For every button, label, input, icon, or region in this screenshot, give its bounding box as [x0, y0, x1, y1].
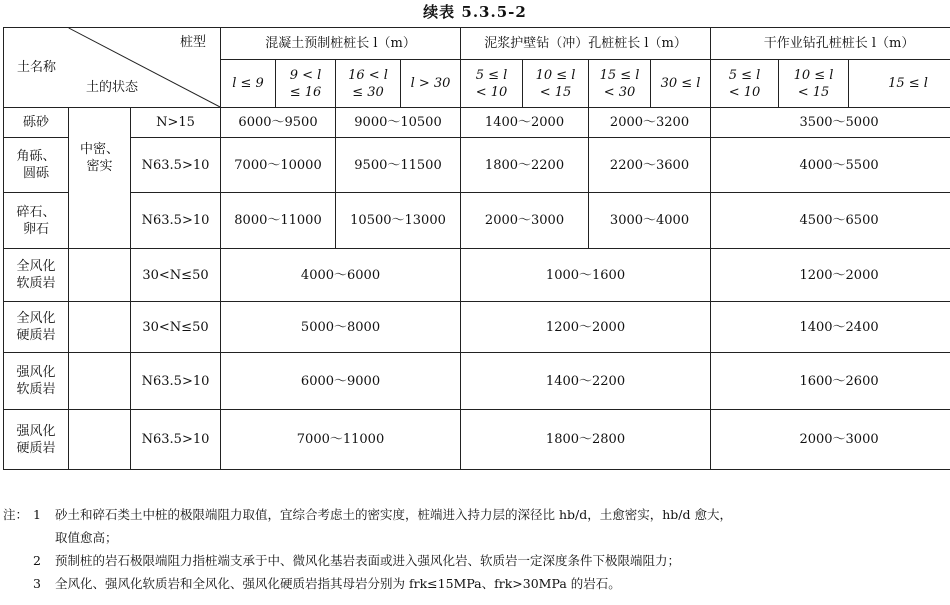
- mud-value: 3000～4000: [589, 193, 711, 249]
- soil-name: 全风化 硬质岩: [4, 302, 69, 353]
- note-label: [3, 549, 33, 572]
- table-row: [4, 410, 950, 470]
- note-text: 全风化、强风化软质岩和全风化、强风化硬质岩指其母岩分别为 frk≤15MPa、frk>30MPa 的岩石。: [55, 576, 621, 591]
- length-range-header-precast: 16 < l ≤ 30: [336, 60, 401, 108]
- density-cell-empty: [69, 249, 131, 302]
- notes: [3, 503, 947, 595]
- note-line: [3, 572, 947, 595]
- note-text: 取值愈高；: [55, 530, 118, 545]
- soil-name: 角砾、 圆砾: [4, 138, 69, 193]
- length-range-header-precast: l ≤ 9: [221, 60, 276, 108]
- group-header-precast: 混凝土预制桩桩长 l（m）: [221, 28, 461, 60]
- soil-state: N63.5>10: [131, 410, 221, 470]
- group-header-mud: 泥浆护壁钻（冲）孔桩桩长 l（m）: [461, 28, 711, 60]
- note-label: 注：: [3, 507, 29, 522]
- table-caption: 续表 5.3.5-2: [423, 3, 527, 21]
- precast-value: 7000～10000: [221, 138, 336, 193]
- dry-value: 1400～2400: [711, 302, 950, 353]
- precast-value: 8000～11000: [221, 193, 336, 249]
- density-cell: 中密、 密实: [69, 108, 131, 249]
- pile-type-header: 桩型: [180, 35, 207, 50]
- soil-state: N63.5>10: [131, 193, 221, 249]
- soil-state: N63.5>10: [131, 138, 221, 193]
- table-row: [4, 138, 950, 193]
- soil-state: N>15: [131, 108, 221, 138]
- diagonal-header-cell: [4, 28, 221, 108]
- mud-value: 1800～2800: [461, 410, 711, 470]
- header-row-1: [4, 28, 950, 60]
- length-range-header-precast: 9 < l ≤ 16: [276, 60, 336, 108]
- note-label: [3, 526, 33, 549]
- precast-value: 9000～10500: [336, 108, 461, 138]
- note-line: [3, 503, 947, 526]
- length-range-header-precast: l > 30: [401, 60, 461, 108]
- precast-value: 4000～6000: [221, 249, 461, 302]
- density-cell-empty: [69, 410, 131, 470]
- note-number: 2: [33, 553, 41, 568]
- precast-value: 6000～9500: [221, 108, 336, 138]
- note-text: 砂土和碎石类土中桩的极限端阻力取值，宜综合考虑土的密实度，桩端进入持力层的深径比 hb/d，土愈密实，hb/d 愈大，: [55, 507, 732, 522]
- length-range-header-mud: 15 ≤ l < 30: [589, 60, 651, 108]
- length-range-header-mud: 30 ≤ l: [651, 60, 711, 108]
- mud-value: 2000～3200: [589, 108, 711, 138]
- soil-state: 30<N≤50: [131, 302, 221, 353]
- density-cell-empty: [69, 353, 131, 410]
- length-range-header-dry: 15 ≤ l: [849, 60, 950, 108]
- precast-value: 10500～13000: [336, 193, 461, 249]
- soil-name: 强风化 软质岩: [4, 353, 69, 410]
- table-row: [4, 108, 950, 138]
- length-range-header-mud: 10 ≤ l < 15: [523, 60, 589, 108]
- soil-name: 碎石、 卵石: [4, 193, 69, 249]
- note-number: 3: [33, 576, 41, 591]
- mud-value: 2200～3600: [589, 138, 711, 193]
- note-number: [33, 526, 55, 549]
- soil-state: 30<N≤50: [131, 249, 221, 302]
- soil-name: 强风化 硬质岩: [4, 410, 69, 470]
- note-line: [3, 526, 947, 549]
- mud-value: 1000～1600: [461, 249, 711, 302]
- mud-value: 1800～2200: [461, 138, 589, 193]
- table-row: [4, 193, 950, 249]
- table-body: [4, 28, 950, 470]
- soil-state: N63.5>10: [131, 353, 221, 410]
- table-row: [4, 249, 950, 302]
- table-row: [4, 302, 950, 353]
- precast-value: 5000～8000: [221, 302, 461, 353]
- dry-value: 4500～6500: [711, 193, 950, 249]
- dry-value: 4000～5500: [711, 138, 950, 193]
- note-line: [3, 549, 947, 572]
- precast-value: 6000～9000: [221, 353, 461, 410]
- mud-value: 1200～2000: [461, 302, 711, 353]
- mud-value: 1400～2200: [461, 353, 711, 410]
- dry-value: 1200～2000: [711, 249, 950, 302]
- mud-value: 2000～3000: [461, 193, 589, 249]
- dry-value: 2000～3000: [711, 410, 950, 470]
- length-range-header-dry: 10 ≤ l < 15: [779, 60, 849, 108]
- density-cell-empty: [69, 302, 131, 353]
- soil-name: 全风化 软质岩: [4, 249, 69, 302]
- soil-name-header: 土名称: [16, 60, 56, 75]
- group-header-dry: 干作业钻孔桩桩长 l（m）: [711, 28, 950, 60]
- mud-value: 1400～2000: [461, 108, 589, 138]
- note-number: 1: [33, 507, 41, 522]
- soil-name: 砾砂: [4, 108, 69, 138]
- pile-end-resistance-table: [3, 27, 950, 470]
- length-range-header-mud: 5 ≤ l < 10: [461, 60, 523, 108]
- note-label: [3, 572, 33, 595]
- soil-state-header: 土的状态: [86, 80, 139, 95]
- precast-value: 9500～11500: [336, 138, 461, 193]
- precast-value: 7000～11000: [221, 410, 461, 470]
- dry-value: 1600～2600: [711, 353, 950, 410]
- dry-value: 3500～5000: [711, 108, 950, 138]
- length-range-header-dry: 5 ≤ l < 10: [711, 60, 779, 108]
- note-text: 预制桩的岩石极限端阻力指桩端支承于中、微风化基岩表面或进入强风化岩、软质岩一定深度条件下极限端阻力；: [55, 553, 681, 568]
- table-row: [4, 353, 950, 410]
